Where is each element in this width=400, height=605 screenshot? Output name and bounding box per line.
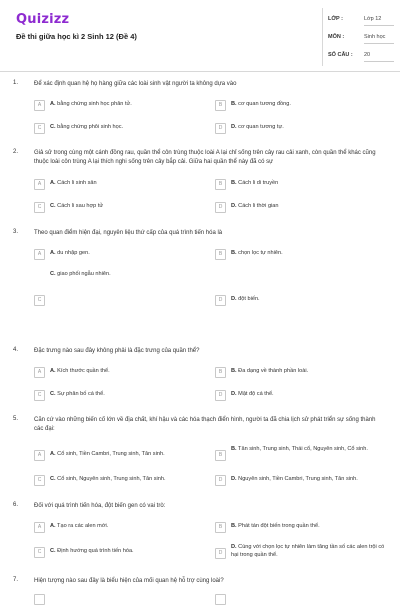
option-letter-box: B <box>215 522 226 533</box>
option-label: D. <box>231 124 237 130</box>
option-letter-box: D <box>215 202 226 213</box>
document-header <box>0 0 400 72</box>
question-text: Để xác định quan hệ họ hàng giữa các loài sinh vật người ta không dựa vào <box>34 81 237 87</box>
option-text: Đa dạng về thành phần loài. <box>238 368 309 374</box>
option-text: Tạo ra các alen mới. <box>57 523 109 529</box>
option-text: du nhập gen. <box>57 250 90 256</box>
option-label: D. <box>231 476 237 482</box>
option-label: D. <box>231 391 237 397</box>
option-label: A. <box>50 368 56 374</box>
option-label: A. <box>50 180 56 186</box>
question-text: Theo quan điểm hiện đại, nguyên liệu thứ cấp của quá trình tiến hóa là <box>34 230 223 236</box>
option-label: C. <box>50 548 56 554</box>
option-letter-box: C <box>34 295 45 306</box>
option-letter-box: D <box>215 123 226 134</box>
option-letter-box: A <box>34 367 45 378</box>
document-meta <box>322 8 391 66</box>
quizizz-logo: Quizizz <box>16 12 70 27</box>
option-letter-box: B <box>215 249 226 260</box>
question-number: 6. <box>13 502 19 508</box>
option-text: Cổ sinh, Nguyên sinh, Trung sinh, Tân sinh. <box>57 476 166 482</box>
option-letter-box: C <box>34 123 45 134</box>
option-text: Sự phân bố cá thể. <box>57 391 105 397</box>
option-label: D. <box>231 544 237 550</box>
option-label: C. <box>50 391 56 397</box>
option-text: bằng chứng sinh học phân tử. <box>57 101 132 107</box>
option-letter-box: D <box>215 475 226 486</box>
option-label: B. <box>231 523 237 529</box>
option-label: D. <box>231 296 237 302</box>
question-number: 3. <box>13 229 19 235</box>
option-text: Kích thước quần thể. <box>57 368 110 374</box>
option-text: Cách li sau hợp tử <box>57 203 104 209</box>
option-label: A. <box>50 451 56 457</box>
option-text: Cách li sinh sản <box>57 180 97 186</box>
option-text: Nguyên sinh, Tiền Cambri, Trung sinh, Tân sinh. <box>238 476 358 482</box>
option-label: B. <box>231 180 237 186</box>
option-letter-box: B <box>215 367 226 378</box>
option-text: bằng chứng phôi sinh học. <box>57 124 124 130</box>
question-text: Hiện tượng nào sau đây là biểu hiện của mối quan hệ hỗ trợ cùng loài? <box>34 578 224 584</box>
question-number: 5. <box>13 416 19 422</box>
option-text: giao phối ngẫu nhiên. <box>57 271 111 277</box>
option-letter-box: C <box>34 202 45 213</box>
option-label: D. <box>231 203 237 209</box>
option-text: cơ quan tương tự. <box>238 124 284 130</box>
question-number: 4. <box>13 347 19 353</box>
option-letter-box: A <box>34 450 45 461</box>
option-label: C. <box>50 271 56 277</box>
option-letter-box: C <box>34 390 45 401</box>
option-label: B. <box>231 101 237 107</box>
option-label: B. <box>231 368 237 374</box>
option-letter-box: A <box>34 179 45 190</box>
option-text: Định hướng quá trình tiến hóa. <box>57 548 134 554</box>
option-text: Cách li thời gian <box>238 203 279 209</box>
question-text: Giả sử trong cùng một cánh đồng rau, quần thể côn trùng thuộc loài A lại chỉ sống trên cây rau cải xanh, còn quần thể khác cũng thuộc loài côn trùng A lại thích nghi sống trên cây bắp cải. Giữa hai quần thể này đã có sự <box>34 150 376 165</box>
document-title: Đề thi giữa học kì 2 Sinh 12 (Đề 4) <box>16 32 137 41</box>
option-letter-box: A <box>34 100 45 111</box>
question-text: Đặc trưng nào sau đây không phải là đặc trưng của quần thể? <box>34 348 200 354</box>
meta-value: 20 <box>364 52 371 58</box>
option-text: Phát tán đột biến trong quần thể. <box>238 523 320 529</box>
option-label: C. <box>50 203 56 209</box>
option-text: Cách li di truyền <box>238 180 279 186</box>
meta-value: Lớp 12 <box>364 16 382 22</box>
question-number: 7. <box>13 577 19 583</box>
option-label: B. <box>231 446 237 452</box>
option-letter-box: B <box>215 179 226 190</box>
option-label: A. <box>50 101 56 107</box>
option-label: B. <box>231 250 237 256</box>
option-text: Tân sinh, Trung sinh, Thái cổ, Nguyên sinh, Cổ sinh. <box>238 446 368 452</box>
option-label: A. <box>50 523 56 529</box>
option-text: chọn lọc tự nhiên. <box>238 250 283 256</box>
option-letter-box: D <box>215 295 226 306</box>
meta-key: MÔN : <box>328 34 345 40</box>
option-letter-box: D <box>215 390 226 401</box>
option-text: Cùng với chọn lọc tự nhiên làm tăng tần số các alen trội có hại trong quần thể. <box>231 544 385 558</box>
question-text: Căn cứ vào những biến cố lớn về địa chất, khí hậu và các hóa thạch điển hình, người ta đã chia lịch sử phát triển sự sống thành các đại: <box>34 417 376 432</box>
option-label: C. <box>50 124 56 130</box>
option-letter-box: C <box>34 547 45 558</box>
meta-key: SỐ CÂU : <box>328 52 353 58</box>
question-text: Đối với quá trình tiến hóa, đột biến gen có vai trò: <box>34 503 166 509</box>
meta-key: LỚP : <box>328 16 343 22</box>
option-label: A. <box>50 250 56 256</box>
option-letter-box: A <box>34 522 45 533</box>
question-number: 2. <box>13 149 19 155</box>
option-letter-box: C <box>34 475 45 486</box>
option-text: đột biến. <box>238 296 260 302</box>
option-letter-box: B <box>215 450 226 461</box>
option-letter-box: D <box>215 548 226 559</box>
option-letter-box: B <box>215 100 226 111</box>
option-letter-box: A <box>34 249 45 260</box>
option-text: Cổ sinh, Tiền Cambri, Trung sinh, Tân sinh. <box>57 451 165 457</box>
meta-value: Sinh học <box>364 34 386 40</box>
question-number: 1. <box>13 80 19 86</box>
option-text: cơ quan tương đồng. <box>238 101 291 107</box>
option-label: C. <box>50 476 56 482</box>
option-text: Mật độ cá thể. <box>238 391 274 397</box>
